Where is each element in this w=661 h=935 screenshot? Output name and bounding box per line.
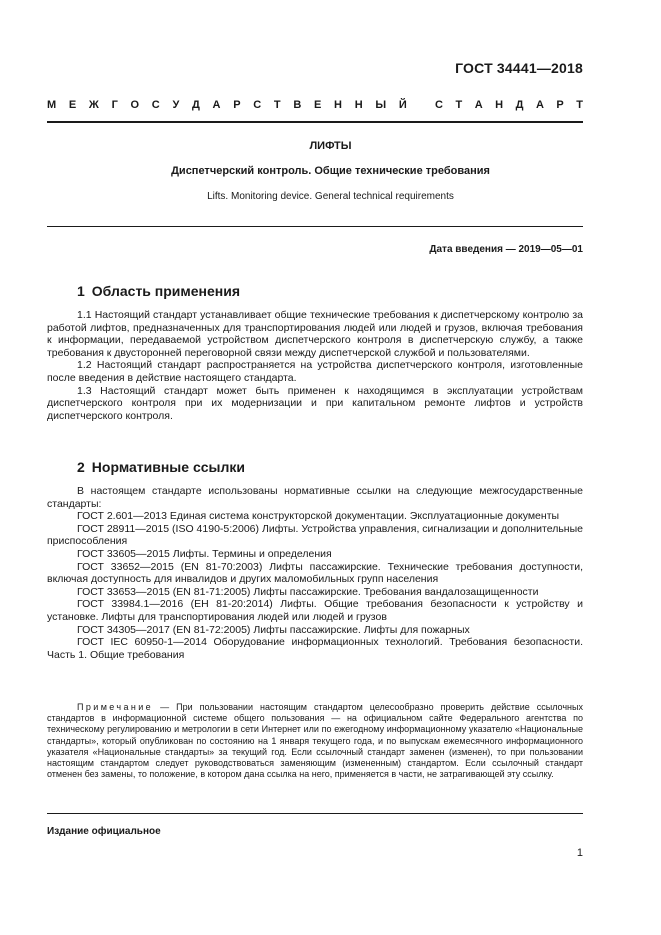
reference-item: ГОСТ 2.601—2013 Единая система конструкторской документации. Эксплуатационные документы [77,510,560,523]
banner-letter: Т [273,99,281,111]
banner-letter: Е [314,99,322,111]
banner-letter: Т [455,99,463,111]
section-number: 1 [77,283,85,299]
section-number: 2 [77,459,85,475]
standard-type-banner [47,99,583,111]
reference-item: ГОСТ 33653—2015 (EN 81-71:2005) Лифты пассажирские. Требования вандалозащищенности [77,585,539,598]
banner-letter: Д [515,99,524,111]
header-divider [47,121,583,123]
section-heading [77,459,583,475]
banner-letter: Н [334,99,342,111]
section-title: Область применения [91,283,241,299]
edition-label: Издание официальное [47,826,161,837]
standard-type-word-standard [435,99,583,111]
document-subtitle: Диспетчерский контроль. Общие технические требования [171,165,490,177]
paragraph: В настоящем стандарте использованы нормативные ссылки на следующие межгосударственные стандарты: [47,485,583,510]
banner-letter: В [293,99,302,111]
document-title-english: Lifts. Monitoring device. General technical requirements [207,191,454,202]
page-number: 1 [576,847,583,859]
banner-letter: А [474,99,483,111]
banner-letter: У [172,99,180,111]
banner-letter: Р [233,99,241,111]
document-code: ГОСТ 34441—2018 [455,60,583,76]
banner-letter: Г [111,99,118,111]
introduction-date: Дата введения — 2019—05—01 [429,244,583,255]
section-title: Нормативные ссылки [91,459,245,475]
reference-item: ГОСТ 33652—2015 (EN 81-70:2003) Лифты пассажирские. Технические требования доступности, включая доступность для инвалидов и других маломобильных групп населения [47,560,583,586]
paragraph: 1.2 Настоящий стандарт распространяется на устройства диспетчерского контроля, изготовленные после введения в действие настоящего стандарта. [47,359,583,384]
reference-item: ГОСТ 33605—2015 Лифты. Термины и определения [77,547,332,560]
footer-divider [47,813,583,814]
banner-letter: Н [354,99,363,111]
banner-letter: Д [192,99,200,111]
section-normative-references [47,459,583,661]
banner-letter: А [212,99,221,111]
document-title: ЛИФТЫ [309,140,352,152]
note-text: — При пользовании настоящим стандартом целесообразно проверить действие ссылочных стандартов в информационной системе общего пользования — на официальном сайте Федерального агентства по техническому регулированию и метрологии в сети Интернет или по ежегодному информационному указателю «Национальные стандарты», который опубликован по состоянию на 1 января текущего года, и по выпускам ежемесячного информационного указателя «Национальные стандарты» за текущий год. Если ссылочный стандарт заменен (изменен), то при пользовании настоящим стандартом следует руководствоваться заменяющим (измененным) стандартом. Если ссылочный стандарт отменен без замены, то положение, в котором дана ссылка на него, применяется в части, не затрагивающей эту ссылку. [47,702,583,780]
banner-letter: Т [576,99,583,111]
section-heading [77,283,583,299]
title-divider [47,226,583,227]
banner-letter: Ы [375,99,387,111]
banner-letter: С [253,99,262,111]
section-scope [47,283,583,422]
banner-letter: Н [495,99,504,111]
reference-item: ГОСТ 34305—2017 (EN 81-72:2005) Лифты пассажирские. Лифты для пожарных [77,623,470,636]
banner-letter: С [151,99,160,111]
paragraph: 1.1 Настоящий стандарт устанавливает общие технические требования к диспетчерскому контролю за работой лифтов, предназначенных для транспортирования людей или людей и грузов, включая требования к информации, передаваемой устройством диспетчерского контроля в диспетчерскую службу, а также требования к двусторонней переговорной связи между диспетчерской службой и пользователями. [47,309,583,359]
standard-type-word-interstate [47,99,407,111]
banner-letter: Е [68,99,77,111]
banner-letter: М [47,99,57,111]
banner-letter: Р [556,99,564,111]
reference-item: ГОСТ 28911—2015 (ISO 4190-5:2006) Лифты. Устройства управления, сигнализации и дополнительные приспособления [47,522,583,548]
banner-letter: С [435,99,443,111]
banner-letter: А [535,99,544,111]
banner-letter: Ж [88,99,99,111]
note-paragraph [47,702,583,780]
reference-item: ГОСТ IEC 60950-1—2014 Оборудование информационных технологий. Требования безопасности. Часть 1. Общие требования [47,636,583,661]
paragraph: 1.3 Настоящий стандарт может быть применен к находящимся в эксплуатации устройствам диспетчерского контроля при их модернизации и при капитальном ремонте лифтов и устройств диспетчерского контроля. [47,384,583,422]
banner-letter: Й [398,99,407,111]
reference-item: ГОСТ 33984.1—2016 (EH 81-20:2014) Лифты. Общие требования безопасности к устройству и установке. Лифты для транспортирования людей или людей и грузов [47,598,583,623]
note-label: Примечание [77,702,154,712]
banner-letter: О [130,99,140,111]
